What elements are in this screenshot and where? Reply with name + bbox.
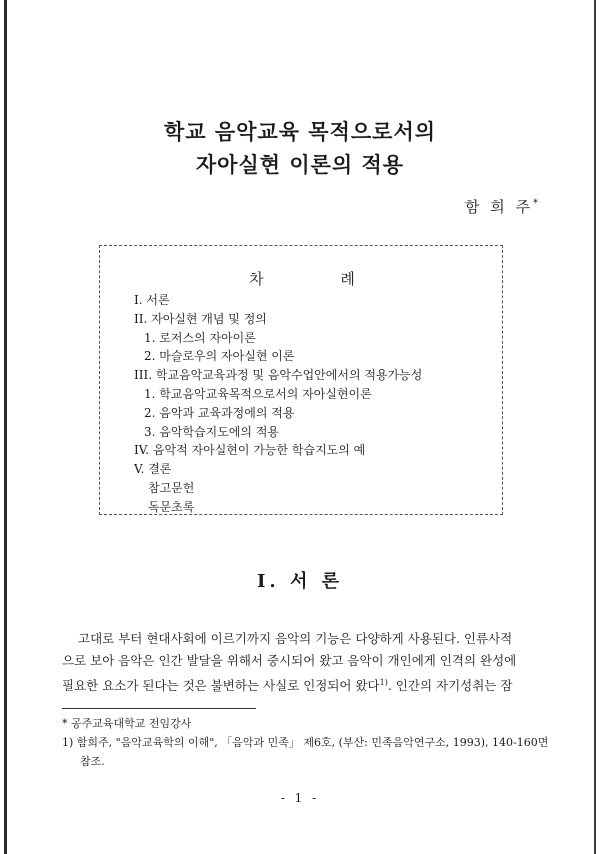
toc-item: III. 학교음악교육과정 및 음악수업안에서의 적용가능성 xyxy=(134,368,423,383)
body-paragraph xyxy=(62,628,538,697)
author-footnote-mark: * xyxy=(533,198,538,209)
toc-heading: 차 례 xyxy=(249,270,391,288)
toc-item: 독문초록 xyxy=(148,499,195,514)
body-line xyxy=(62,672,538,697)
page-number: - 1 - xyxy=(280,791,320,805)
body-line: 으로 보아 음악은 인간 발달을 위해서 중시되어 왔고 음악이 개인에게 인격의 완성에 xyxy=(62,653,517,668)
paper-title-line-1: 학교 음악교육 목적으로서의 xyxy=(163,119,437,144)
table-of-contents xyxy=(99,245,503,515)
body-line-text: 필요한 요소가 된다는 것은 불변하는 사실로 인정되어 왔다 xyxy=(62,678,380,694)
toc-item: 2. 음악과 교육과정에의 적용 xyxy=(144,405,295,420)
footnote-1-continued: 참조. xyxy=(80,755,105,768)
footnote-affiliation: * 공주교육대학교 전임강사 xyxy=(62,717,192,730)
toc-item: 1. 학교음악교육목적으로서의 자아실현이론 xyxy=(144,386,372,401)
section-heading: I. 서 론 xyxy=(257,571,343,592)
body-line: 고대로 부터 현대사회에 이르기까지 음악의 기능은 다양하게 사용된다. 인류사적 xyxy=(78,631,513,646)
toc-item: II. 자아실현 개념 및 정의 xyxy=(134,311,267,326)
body-line-text: . 인간의 자기성취는 잠 xyxy=(387,678,513,694)
footnote-1: 1) 함희주, "음악교육학의 이해", 「음악과 민족」 제6호, (부산: 민족음악연구소, 1993), 140-160면 xyxy=(62,736,549,749)
toc-item: IV. 음악적 자아실현이 가능한 학습지도의 예 xyxy=(134,443,366,458)
paper-title-line-2: 자아실현 이론의 적용 xyxy=(195,152,405,177)
toc-item: V. 결론 xyxy=(134,462,172,477)
toc-item: 참고문헌 xyxy=(148,480,195,495)
author-name xyxy=(465,196,538,217)
author-name-text: 함 희 주 xyxy=(464,198,533,216)
footnote-divider xyxy=(62,708,256,709)
toc-item: 1. 로저스의 자아이론 xyxy=(144,330,256,345)
toc-item: 3. 음악학습지도에의 적용 xyxy=(144,424,279,439)
toc-list xyxy=(134,291,422,517)
toc-item: 2. 마슬로우의 자아실현 이론 xyxy=(144,349,295,364)
toc-item: I. 서론 xyxy=(134,293,170,307)
footnotes xyxy=(62,714,549,771)
footnote-ref: 1) xyxy=(379,678,388,687)
